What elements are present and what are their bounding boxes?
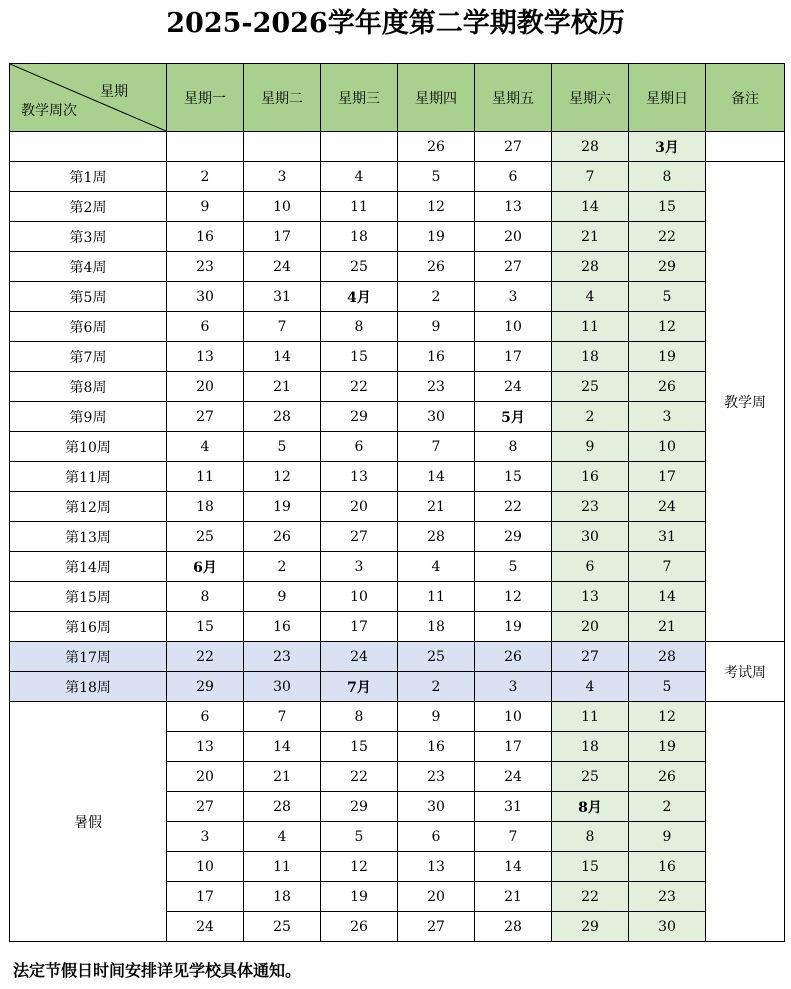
date-cell: 6 bbox=[398, 822, 475, 852]
week-label: 第6周 bbox=[10, 312, 167, 342]
date-cell: 16 bbox=[552, 462, 629, 492]
date-cell: 26 bbox=[321, 912, 398, 942]
date-cell: 17 bbox=[244, 222, 321, 252]
date-cell: 11 bbox=[167, 462, 244, 492]
date-cell: 23 bbox=[244, 642, 321, 672]
header-day: 星期日 bbox=[629, 64, 706, 132]
calendar-row bbox=[10, 402, 785, 432]
date-cell: 19 bbox=[629, 342, 706, 372]
date-cell: 21 bbox=[244, 762, 321, 792]
date-cell: 11 bbox=[552, 702, 629, 732]
date-cell: 28 bbox=[629, 642, 706, 672]
date-cell: 15 bbox=[167, 612, 244, 642]
date-cell: 22 bbox=[552, 882, 629, 912]
date-cell: 14 bbox=[244, 342, 321, 372]
date-cell: 4月 bbox=[321, 282, 398, 312]
date-cell: 29 bbox=[167, 672, 244, 702]
date-cell: 15 bbox=[475, 462, 552, 492]
header-day: 星期四 bbox=[398, 64, 475, 132]
date-cell: 3 bbox=[629, 402, 706, 432]
date-cell: 7 bbox=[552, 162, 629, 192]
date-cell: 20 bbox=[167, 372, 244, 402]
date-cell: 17 bbox=[475, 342, 552, 372]
date-cell: 12 bbox=[629, 312, 706, 342]
date-cell: 17 bbox=[629, 462, 706, 492]
date-cell: 4 bbox=[167, 432, 244, 462]
date-cell: 27 bbox=[475, 252, 552, 282]
corner-label-weekday: 星期 bbox=[100, 84, 128, 100]
date-cell: 19 bbox=[321, 882, 398, 912]
date-cell: 28 bbox=[244, 792, 321, 822]
date-cell: 11 bbox=[552, 312, 629, 342]
summer-label: 暑假 bbox=[10, 702, 167, 942]
date-cell: 29 bbox=[475, 522, 552, 552]
header-day: 星期一 bbox=[167, 64, 244, 132]
date-cell: 16 bbox=[398, 342, 475, 372]
date-cell: 15 bbox=[629, 192, 706, 222]
date-cell: 27 bbox=[167, 792, 244, 822]
date-cell: 5 bbox=[629, 672, 706, 702]
header-row bbox=[10, 64, 785, 132]
calendar-row bbox=[10, 282, 785, 312]
date-cell: 12 bbox=[321, 852, 398, 882]
calendar-row bbox=[10, 612, 785, 642]
date-cell: 17 bbox=[321, 612, 398, 642]
date-cell: 22 bbox=[167, 642, 244, 672]
calendar-row bbox=[10, 642, 785, 672]
date-cell: 18 bbox=[552, 342, 629, 372]
date-cell: 18 bbox=[552, 732, 629, 762]
date-cell: 7 bbox=[629, 552, 706, 582]
date-cell: 7 bbox=[244, 702, 321, 732]
date-cell: 31 bbox=[244, 282, 321, 312]
date-cell: 8 bbox=[552, 822, 629, 852]
date-cell: 27 bbox=[167, 402, 244, 432]
date-cell: 21 bbox=[244, 372, 321, 402]
corner-label-week: 教学周次 bbox=[21, 103, 77, 119]
calendar-row bbox=[10, 132, 785, 162]
date-cell: 24 bbox=[167, 912, 244, 942]
date-cell: 18 bbox=[167, 492, 244, 522]
week-label: 第13周 bbox=[10, 522, 167, 552]
date-cell: 10 bbox=[167, 852, 244, 882]
calendar-row bbox=[10, 672, 785, 702]
week-label: 第1周 bbox=[10, 162, 167, 192]
date-cell: 28 bbox=[244, 402, 321, 432]
date-cell: 19 bbox=[629, 732, 706, 762]
date-cell: 27 bbox=[321, 522, 398, 552]
calendar-row bbox=[10, 702, 785, 732]
calendar-row bbox=[10, 162, 785, 192]
date-cell: 24 bbox=[629, 492, 706, 522]
date-cell: 10 bbox=[629, 432, 706, 462]
date-cell: 25 bbox=[321, 252, 398, 282]
date-cell: 8 bbox=[167, 582, 244, 612]
date-cell: 30 bbox=[629, 912, 706, 942]
date-cell: 6 bbox=[167, 312, 244, 342]
date-cell: 11 bbox=[321, 192, 398, 222]
date-cell: 20 bbox=[552, 612, 629, 642]
date-cell: 6 bbox=[321, 432, 398, 462]
calendar-row bbox=[10, 522, 785, 552]
date-cell: 26 bbox=[398, 132, 475, 162]
date-cell: 9 bbox=[167, 192, 244, 222]
week-label: 第18周 bbox=[10, 672, 167, 702]
date-cell: 23 bbox=[398, 762, 475, 792]
date-cell: 9 bbox=[629, 822, 706, 852]
date-cell: 2 bbox=[167, 162, 244, 192]
date-cell: 26 bbox=[398, 252, 475, 282]
date-cell: 31 bbox=[629, 522, 706, 552]
date-cell: 5 bbox=[475, 552, 552, 582]
date-cell: 4 bbox=[398, 552, 475, 582]
date-cell: 6月 bbox=[167, 552, 244, 582]
date-cell: 12 bbox=[629, 702, 706, 732]
date-cell: 3 bbox=[167, 822, 244, 852]
date-cell: 24 bbox=[321, 642, 398, 672]
week-label bbox=[10, 132, 167, 162]
date-cell: 30 bbox=[398, 792, 475, 822]
date-cell: 25 bbox=[244, 912, 321, 942]
date-cell: 14 bbox=[629, 582, 706, 612]
date-cell: 2 bbox=[398, 672, 475, 702]
date-cell: 28 bbox=[398, 522, 475, 552]
date-cell: 29 bbox=[552, 912, 629, 942]
date-cell: 4 bbox=[321, 162, 398, 192]
date-cell bbox=[244, 132, 321, 162]
date-cell: 3 bbox=[475, 282, 552, 312]
date-cell: 31 bbox=[475, 792, 552, 822]
calendar-row bbox=[10, 552, 785, 582]
date-cell: 21 bbox=[398, 492, 475, 522]
date-cell: 25 bbox=[552, 372, 629, 402]
date-cell: 17 bbox=[475, 732, 552, 762]
date-cell: 3 bbox=[321, 552, 398, 582]
date-cell: 23 bbox=[398, 372, 475, 402]
date-cell: 18 bbox=[321, 222, 398, 252]
date-cell: 8 bbox=[475, 432, 552, 462]
remark-summer-empty bbox=[706, 702, 785, 942]
date-cell: 21 bbox=[475, 882, 552, 912]
date-cell: 5 bbox=[398, 162, 475, 192]
calendar-row bbox=[10, 372, 785, 402]
date-cell: 8 bbox=[321, 702, 398, 732]
date-cell: 24 bbox=[475, 762, 552, 792]
week-label: 第4周 bbox=[10, 252, 167, 282]
date-cell: 14 bbox=[552, 192, 629, 222]
date-cell: 27 bbox=[552, 642, 629, 672]
date-cell: 25 bbox=[398, 642, 475, 672]
date-cell: 14 bbox=[244, 732, 321, 762]
header-day: 星期二 bbox=[244, 64, 321, 132]
week-label: 第12周 bbox=[10, 492, 167, 522]
date-cell: 27 bbox=[398, 912, 475, 942]
date-cell: 9 bbox=[398, 702, 475, 732]
calendar-row bbox=[10, 222, 785, 252]
date-cell: 18 bbox=[398, 612, 475, 642]
date-cell: 7 bbox=[244, 312, 321, 342]
header-day: 星期六 bbox=[552, 64, 629, 132]
date-cell: 23 bbox=[552, 492, 629, 522]
calendar-row bbox=[10, 432, 785, 462]
date-cell: 2 bbox=[244, 552, 321, 582]
date-cell: 4 bbox=[552, 672, 629, 702]
date-cell: 7月 bbox=[321, 672, 398, 702]
date-cell: 6 bbox=[552, 552, 629, 582]
date-cell: 16 bbox=[244, 612, 321, 642]
date-cell: 19 bbox=[398, 222, 475, 252]
date-cell: 18 bbox=[244, 882, 321, 912]
calendar-row bbox=[10, 192, 785, 222]
date-cell: 13 bbox=[475, 192, 552, 222]
date-cell: 28 bbox=[552, 252, 629, 282]
date-cell: 30 bbox=[244, 672, 321, 702]
date-cell: 23 bbox=[629, 882, 706, 912]
date-cell: 2 bbox=[398, 282, 475, 312]
date-cell: 26 bbox=[629, 762, 706, 792]
page-title: 2025-2026学年度第二学期教学校历 bbox=[166, 8, 625, 39]
date-cell: 4 bbox=[244, 822, 321, 852]
date-cell: 12 bbox=[244, 462, 321, 492]
date-cell: 9 bbox=[398, 312, 475, 342]
week-label: 第2周 bbox=[10, 192, 167, 222]
week-label: 第3周 bbox=[10, 222, 167, 252]
date-cell: 22 bbox=[321, 372, 398, 402]
date-cell: 11 bbox=[398, 582, 475, 612]
date-cell: 15 bbox=[552, 852, 629, 882]
date-cell: 19 bbox=[244, 492, 321, 522]
date-cell: 4 bbox=[552, 282, 629, 312]
date-cell: 5 bbox=[629, 282, 706, 312]
date-cell: 20 bbox=[398, 882, 475, 912]
date-cell: 5 bbox=[244, 432, 321, 462]
date-cell: 26 bbox=[629, 372, 706, 402]
date-cell: 13 bbox=[321, 462, 398, 492]
date-cell: 5月 bbox=[475, 402, 552, 432]
date-cell: 14 bbox=[475, 852, 552, 882]
week-label: 第7周 bbox=[10, 342, 167, 372]
date-cell: 13 bbox=[167, 732, 244, 762]
date-cell: 26 bbox=[244, 522, 321, 552]
date-cell: 13 bbox=[552, 582, 629, 612]
date-cell: 11 bbox=[244, 852, 321, 882]
date-cell: 3 bbox=[475, 672, 552, 702]
date-cell: 30 bbox=[167, 282, 244, 312]
date-cell bbox=[321, 132, 398, 162]
date-cell: 20 bbox=[167, 762, 244, 792]
date-cell: 2 bbox=[629, 792, 706, 822]
date-cell: 16 bbox=[398, 732, 475, 762]
date-cell: 10 bbox=[475, 312, 552, 342]
date-cell: 10 bbox=[321, 582, 398, 612]
calendar-row bbox=[10, 312, 785, 342]
date-cell: 29 bbox=[321, 402, 398, 432]
date-cell: 6 bbox=[475, 162, 552, 192]
date-cell: 30 bbox=[398, 402, 475, 432]
date-cell: 13 bbox=[167, 342, 244, 372]
date-cell: 27 bbox=[475, 132, 552, 162]
calendar-row bbox=[10, 492, 785, 522]
calendar-row bbox=[10, 252, 785, 282]
date-cell: 12 bbox=[475, 582, 552, 612]
date-cell: 20 bbox=[321, 492, 398, 522]
date-cell: 25 bbox=[552, 762, 629, 792]
date-cell: 2 bbox=[552, 402, 629, 432]
date-cell: 28 bbox=[475, 912, 552, 942]
remark-empty bbox=[706, 132, 785, 162]
calendar-table bbox=[9, 63, 785, 942]
date-cell: 12 bbox=[398, 192, 475, 222]
date-cell: 30 bbox=[552, 522, 629, 552]
date-cell: 21 bbox=[552, 222, 629, 252]
date-cell: 13 bbox=[398, 852, 475, 882]
calendar-row bbox=[10, 582, 785, 612]
date-cell: 22 bbox=[629, 222, 706, 252]
week-label: 第14周 bbox=[10, 552, 167, 582]
date-cell: 24 bbox=[475, 372, 552, 402]
week-label: 第17周 bbox=[10, 642, 167, 672]
date-cell: 28 bbox=[552, 132, 629, 162]
date-cell: 24 bbox=[244, 252, 321, 282]
week-label: 第16周 bbox=[10, 612, 167, 642]
date-cell: 10 bbox=[244, 192, 321, 222]
date-cell: 22 bbox=[475, 492, 552, 522]
date-cell: 25 bbox=[167, 522, 244, 552]
date-cell: 15 bbox=[321, 732, 398, 762]
date-cell bbox=[167, 132, 244, 162]
date-cell: 5 bbox=[321, 822, 398, 852]
calendar-row bbox=[10, 462, 785, 492]
date-cell: 29 bbox=[321, 792, 398, 822]
diagonal-divider bbox=[10, 64, 166, 131]
remark-exam-week: 考试周 bbox=[706, 642, 785, 702]
date-cell: 3月 bbox=[629, 132, 706, 162]
week-label: 第15周 bbox=[10, 582, 167, 612]
week-label: 第8周 bbox=[10, 372, 167, 402]
remark-teaching-week: 教学周 bbox=[706, 162, 785, 642]
date-cell: 21 bbox=[629, 612, 706, 642]
week-label: 第9周 bbox=[10, 402, 167, 432]
header-day: 星期五 bbox=[475, 64, 552, 132]
date-cell: 22 bbox=[321, 762, 398, 792]
week-label: 第11周 bbox=[10, 462, 167, 492]
date-cell: 23 bbox=[167, 252, 244, 282]
date-cell: 26 bbox=[475, 642, 552, 672]
date-cell: 3 bbox=[244, 162, 321, 192]
date-cell: 15 bbox=[321, 342, 398, 372]
header-remark: 备注 bbox=[706, 64, 785, 132]
header-day: 星期三 bbox=[321, 64, 398, 132]
date-cell: 9 bbox=[244, 582, 321, 612]
date-cell: 7 bbox=[475, 822, 552, 852]
date-cell: 8 bbox=[321, 312, 398, 342]
date-cell: 17 bbox=[167, 882, 244, 912]
week-label: 第10周 bbox=[10, 432, 167, 462]
header-corner-cell bbox=[10, 64, 167, 132]
date-cell: 6 bbox=[167, 702, 244, 732]
date-cell: 19 bbox=[475, 612, 552, 642]
date-cell: 7 bbox=[398, 432, 475, 462]
date-cell: 20 bbox=[475, 222, 552, 252]
date-cell: 9 bbox=[552, 432, 629, 462]
calendar-row bbox=[10, 342, 785, 372]
date-cell: 8 bbox=[629, 162, 706, 192]
date-cell: 16 bbox=[629, 852, 706, 882]
date-cell: 29 bbox=[629, 252, 706, 282]
footnote: 法定节假日时间安排详见学校具体通知。 bbox=[13, 961, 302, 980]
date-cell: 16 bbox=[167, 222, 244, 252]
date-cell: 10 bbox=[475, 702, 552, 732]
date-cell: 14 bbox=[398, 462, 475, 492]
date-cell: 8月 bbox=[552, 792, 629, 822]
week-label: 第5周 bbox=[10, 282, 167, 312]
